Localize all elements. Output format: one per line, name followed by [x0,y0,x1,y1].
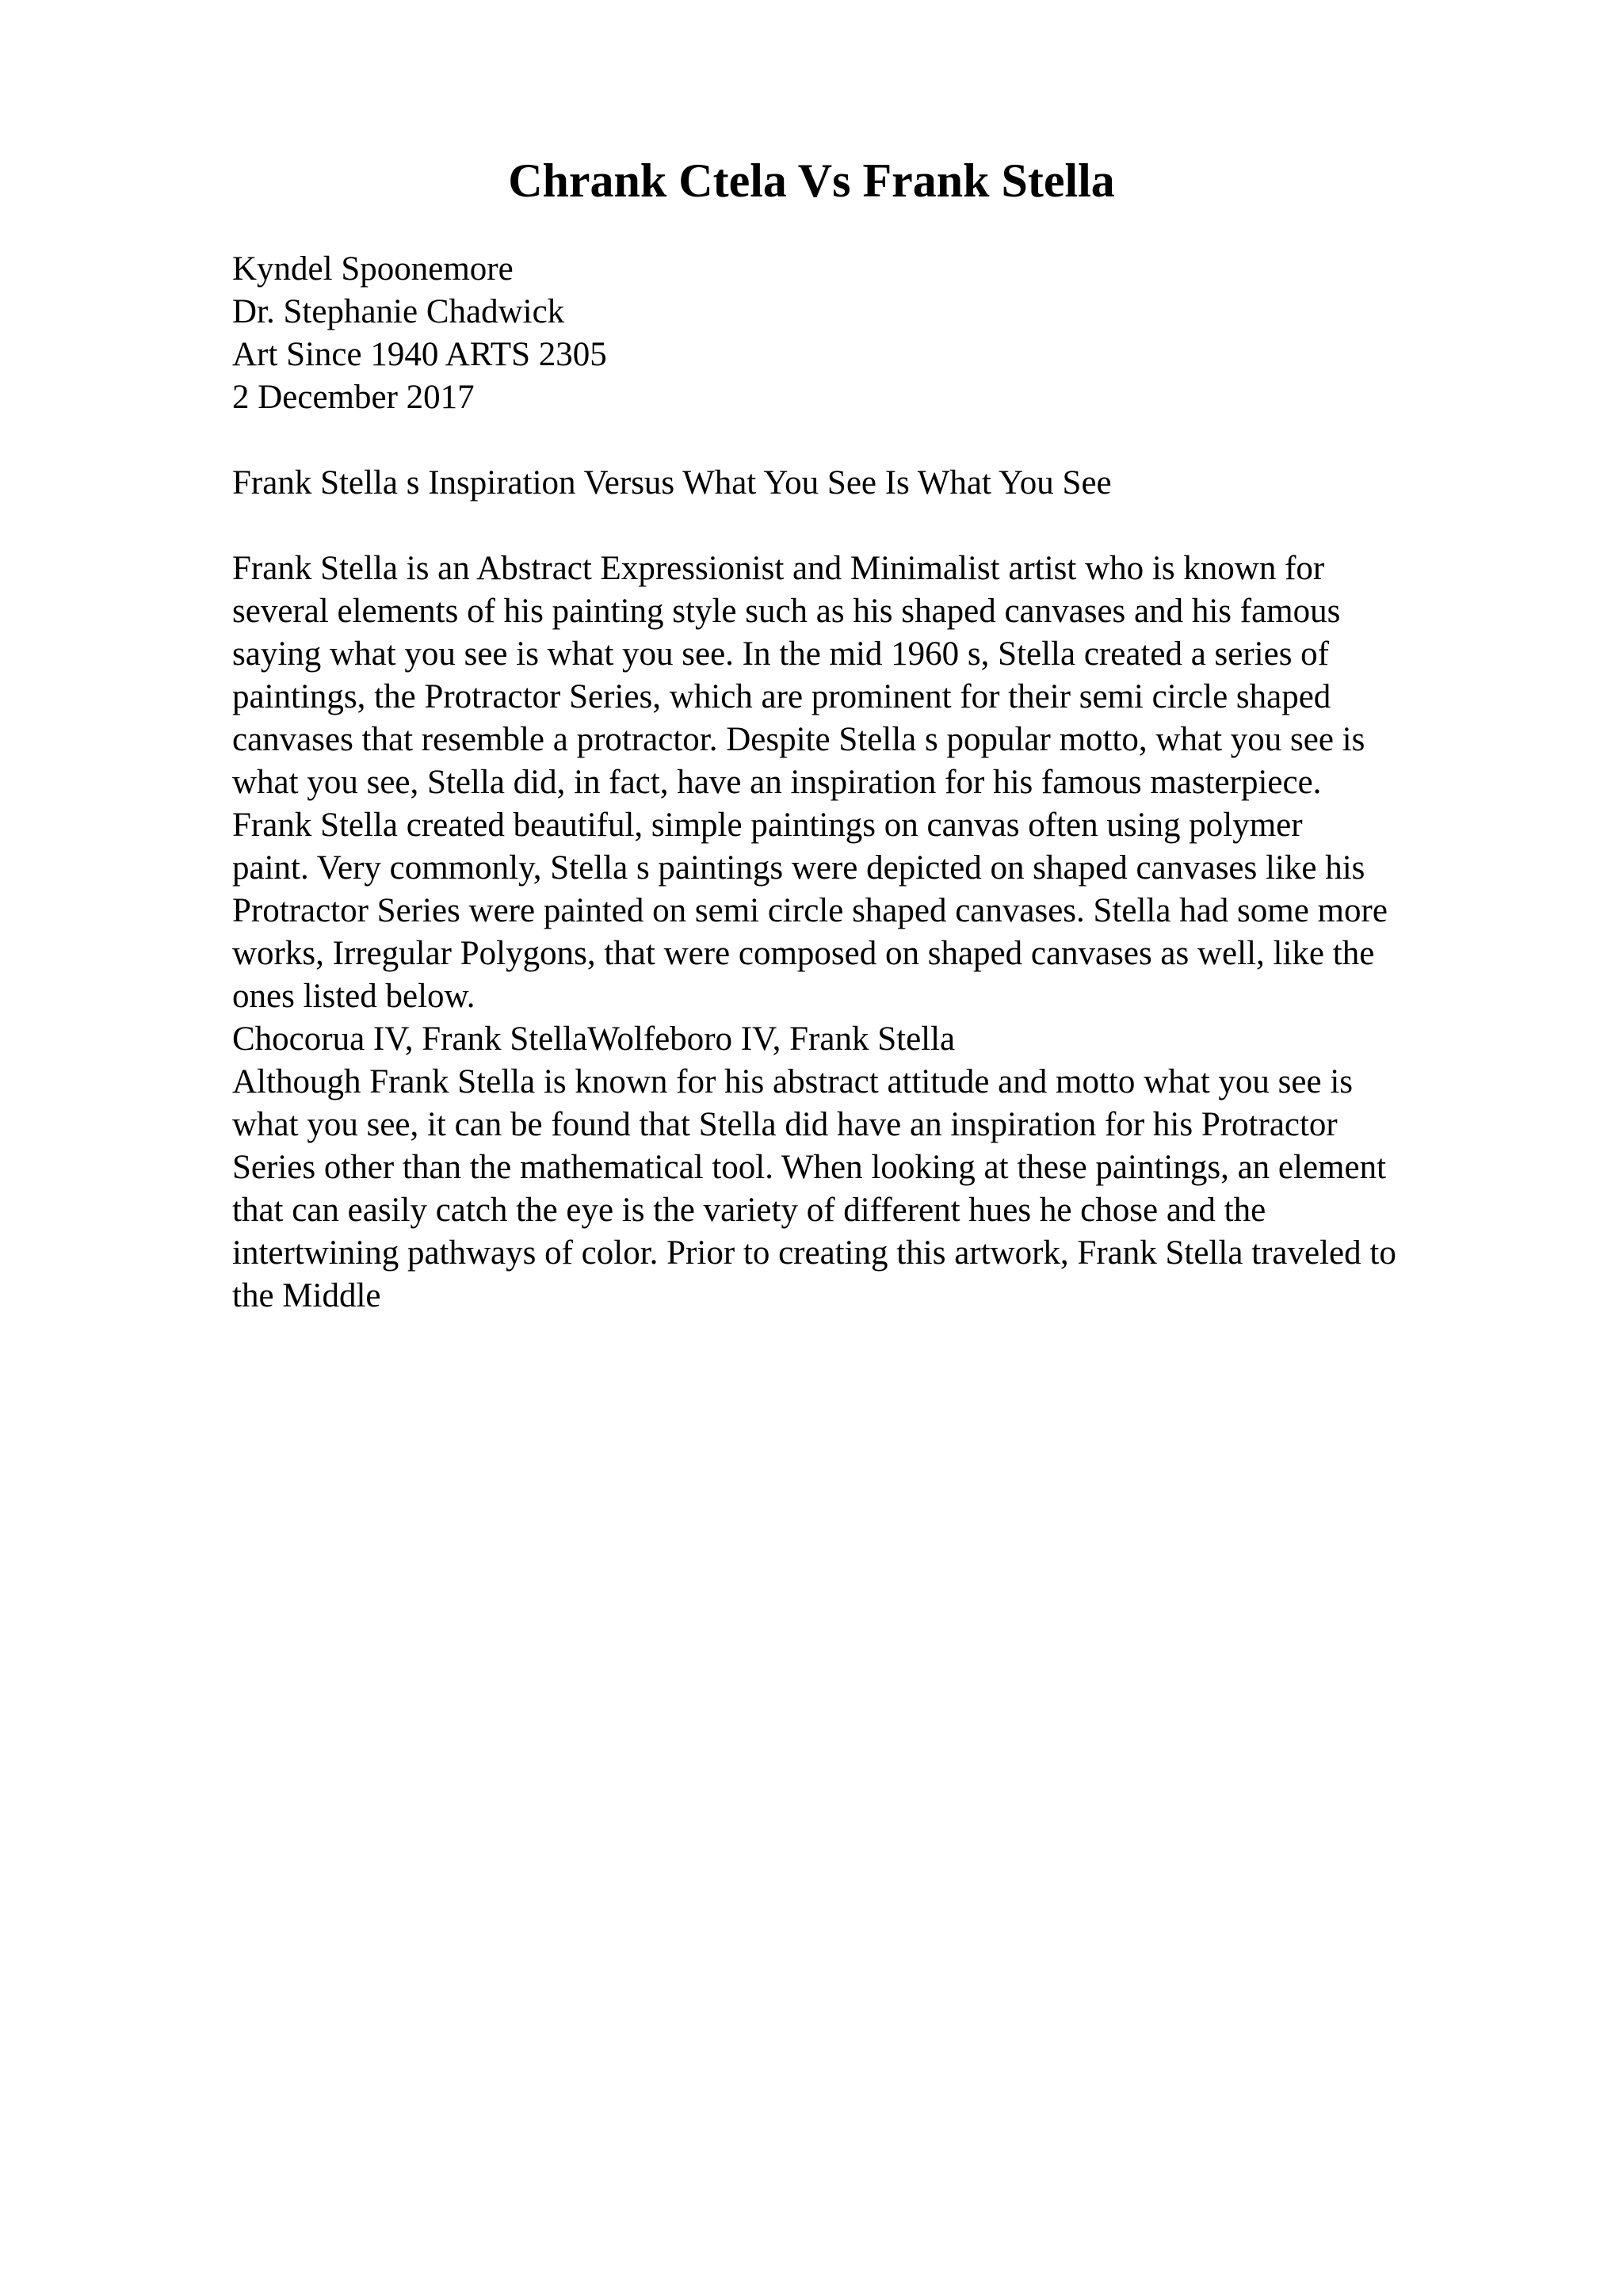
paragraph-line: what you see, Stella did, in fact, have an inspiration for his famous masterpiece. [232,764,1322,801]
essay-subtitle: Frank Stella s Inspiration Versus What You See Is What You See [232,464,1112,502]
paragraph-line: that can easily catch the eye is the variety of different hues he chose and the [232,1192,1266,1229]
paragraph-line: Frank Stella created beautiful, simple paintings on canvas often using polymer [232,807,1303,844]
paragraph-line: paint. Very commonly, Stella s paintings were depicted on shaped canvases like his [232,849,1365,887]
header-block [232,248,1548,419]
paragraph-line: several elements of his painting style such as his shaped canvases and his famous [232,593,1341,630]
paragraph-2 [232,1061,1548,1318]
paragraph-1 [232,547,1548,1018]
author-name: Kyndel Spoonemore [232,250,514,288]
paragraph-line: works, Irregular Polygons, that were composed on shaped canvases as well, like the [232,935,1375,972]
paragraph-line: canvases that resemble a protractor. Despite Stella s popular motto, what you see is [232,721,1365,758]
spacer [232,505,1548,547]
paragraph-line: the Middle [232,1277,381,1314]
document-title: Chrank Ctela Vs Frank Stella [508,154,1115,207]
spacer [232,419,1548,462]
paragraph-line: Frank Stella is an Abstract Expressionist and Minimalist artist who is known for [232,550,1325,587]
image-captions: Chocorua IV, Frank StellaWolfeboro IV, Frank Stella [232,1020,956,1058]
document-body [232,248,1548,1318]
document-date: 2 December 2017 [232,379,475,416]
paragraph-line: what you see, it can be found that Stella did have an inspiration for his Protractor [232,1106,1338,1143]
paragraph-line: intertwining pathways of color. Prior to creating this artwork, Frank Stella traveled to [232,1234,1396,1272]
instructor-name: Dr. Stephanie Chadwick [232,293,565,330]
paragraph-line: Although Frank Stella is known for his abstract attitude and motto what you see is [232,1063,1354,1100]
paragraph-line: Series other than the mathematical tool. When looking at these paintings, an element [232,1149,1387,1186]
paragraph-line: paintings, the Protractor Series, which are prominent for their semi circle shaped [232,678,1331,715]
paragraph-line: Protractor Series were painted on semi circle shaped canvases. Stella had some more [232,892,1388,929]
paragraph-line: saying what you see is what you see. In the mid 1960 s, Stella created a series of [232,635,1329,673]
course-name: Art Since 1940 ARTS 2305 [232,336,607,373]
paragraph-line: ones listed below. [232,978,475,1015]
